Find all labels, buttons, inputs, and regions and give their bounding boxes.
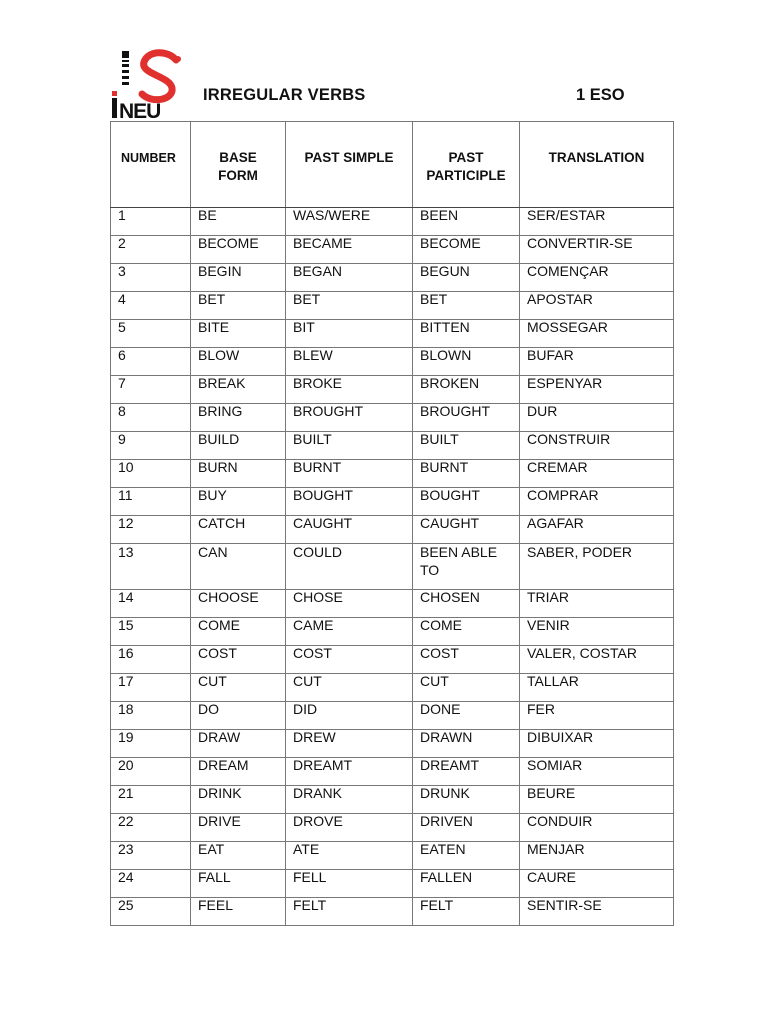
table-row <box>111 702 674 730</box>
course-level: 1 ESO <box>576 86 625 104</box>
cell-text: 22 <box>118 813 134 829</box>
cell-text: BURNT <box>293 459 342 475</box>
cell-past-participle <box>413 544 520 590</box>
cell-text: BEEN ABLE TO <box>420 544 498 578</box>
cell-text: DRAWN <box>420 729 473 745</box>
cell-translation <box>520 236 674 264</box>
cell-text: COMPRAR <box>527 487 599 503</box>
table-row <box>111 544 674 590</box>
cell-past-participle <box>413 814 520 842</box>
cell-past-participle <box>413 730 520 758</box>
cell-text: SABER, PODER <box>527 544 633 560</box>
cell-past-participle <box>413 208 520 236</box>
cell-number <box>111 292 191 320</box>
table-row <box>111 590 674 618</box>
cell-text: CHOOSE <box>198 589 259 605</box>
cell-past-simple <box>286 320 413 348</box>
cell-text: DREAMT <box>420 757 480 773</box>
cell-text: SER/ESTAR <box>527 207 606 223</box>
cell-text: FALL <box>198 869 231 885</box>
cell-text: DONE <box>420 701 461 717</box>
column-header-past-simple: PAST SIMPLE <box>286 122 413 208</box>
cell-translation <box>520 898 674 926</box>
cell-number <box>111 544 191 590</box>
cell-text: BUILD <box>198 431 240 447</box>
cell-base-form <box>191 842 286 870</box>
cell-base-form <box>191 236 286 264</box>
cell-past-participle <box>413 898 520 926</box>
cell-text: BURN <box>198 459 238 475</box>
cell-base-form <box>191 292 286 320</box>
cell-number <box>111 264 191 292</box>
cell-past-participle <box>413 786 520 814</box>
cell-text: 24 <box>118 869 134 885</box>
cell-translation <box>520 208 674 236</box>
cell-number <box>111 842 191 870</box>
cell-number <box>111 702 191 730</box>
cell-number <box>111 432 191 460</box>
cell-past-simple <box>286 348 413 376</box>
cell-base-form <box>191 870 286 898</box>
cell-text: 4 <box>118 291 126 307</box>
cell-translation <box>520 674 674 702</box>
cell-text: BURNT <box>420 459 469 475</box>
cell-past-participle <box>413 618 520 646</box>
cell-translation <box>520 292 674 320</box>
cell-text: DRINK <box>198 785 242 801</box>
ies-ineu-logo-icon <box>110 48 190 120</box>
cell-past-simple <box>286 898 413 926</box>
cell-text: 21 <box>118 785 134 801</box>
cell-text: 11 <box>118 487 133 503</box>
cell-text: 23 <box>118 841 134 857</box>
cell-text: BITTEN <box>420 319 470 335</box>
cell-base-form <box>191 488 286 516</box>
cell-text: 12 <box>118 515 134 531</box>
cell-text: ATE <box>293 841 320 857</box>
cell-base-form <box>191 404 286 432</box>
cell-text: DIBUIXAR <box>527 729 594 745</box>
cell-text: SENTIR-SE <box>527 897 602 913</box>
cell-text: 18 <box>118 701 134 717</box>
cell-past-participle <box>413 870 520 898</box>
cell-text: 25 <box>118 897 134 913</box>
cell-text: DUR <box>527 403 558 419</box>
table-row <box>111 236 674 264</box>
table-row <box>111 646 674 674</box>
cell-text: MENJAR <box>527 841 585 857</box>
cell-translation <box>520 320 674 348</box>
cell-past-participle <box>413 376 520 404</box>
cell-text: CREMAR <box>527 459 588 475</box>
cell-text: BECOME <box>198 235 259 251</box>
cell-past-simple <box>286 814 413 842</box>
cell-base-form <box>191 376 286 404</box>
cell-text: BUILT <box>293 431 332 447</box>
table-row <box>111 432 674 460</box>
cell-text: ESPENYAR <box>527 375 603 391</box>
cell-base-form <box>191 460 286 488</box>
cell-past-participle <box>413 516 520 544</box>
cell-number <box>111 208 191 236</box>
table-row <box>111 348 674 376</box>
cell-past-simple <box>286 702 413 730</box>
table-row <box>111 870 674 898</box>
cell-base-form <box>191 590 286 618</box>
cell-text: SOMIAR <box>527 757 583 773</box>
cell-text: BROKE <box>293 375 343 391</box>
cell-past-participle <box>413 236 520 264</box>
cell-translation <box>520 432 674 460</box>
cell-base-form <box>191 674 286 702</box>
table-row <box>111 674 674 702</box>
cell-text: BEGUN <box>420 263 470 279</box>
cell-text: DRANK <box>293 785 343 801</box>
cell-past-simple <box>286 646 413 674</box>
cell-text: DRAW <box>198 729 241 745</box>
cell-past-simple <box>286 730 413 758</box>
cell-text: COMENÇAR <box>527 263 609 279</box>
cell-text: DRIVEN <box>420 813 473 829</box>
table-row <box>111 320 674 348</box>
cell-text: BLEW <box>293 347 333 363</box>
cell-translation <box>520 702 674 730</box>
cell-text: COST <box>293 645 332 661</box>
cell-base-form <box>191 758 286 786</box>
cell-text: FER <box>527 701 555 717</box>
cell-text: BECAME <box>293 235 353 251</box>
cell-text: 9 <box>118 431 126 447</box>
cell-text: 7 <box>118 375 126 391</box>
cell-number <box>111 870 191 898</box>
table-row <box>111 488 674 516</box>
cell-past-simple <box>286 544 413 590</box>
cell-translation <box>520 544 674 590</box>
cell-past-simple <box>286 208 413 236</box>
cell-text: DREAM <box>198 757 249 773</box>
cell-number <box>111 320 191 348</box>
cell-text: BE <box>198 207 217 223</box>
cell-base-form <box>191 646 286 674</box>
svg-text:NEU: NEU <box>119 100 161 120</box>
cell-text: DO <box>198 701 219 717</box>
cell-text: BET <box>198 291 226 307</box>
cell-text: VALER, COSTAR <box>527 645 637 661</box>
school-logo <box>110 48 190 120</box>
cell-number <box>111 590 191 618</box>
cell-past-simple <box>286 460 413 488</box>
cell-translation <box>520 730 674 758</box>
cell-translation <box>520 590 674 618</box>
cell-number <box>111 460 191 488</box>
cell-base-form <box>191 702 286 730</box>
cell-past-simple <box>286 618 413 646</box>
table-row <box>111 292 674 320</box>
cell-text: BET <box>420 291 448 307</box>
cell-past-simple <box>286 376 413 404</box>
cell-text: BROUGHT <box>420 403 490 419</box>
cell-text: CONVERTIR-SE <box>527 235 633 251</box>
cell-text: BRING <box>198 403 243 419</box>
table-row <box>111 730 674 758</box>
cell-text: 1 <box>118 207 126 223</box>
table-row <box>111 618 674 646</box>
cell-base-form <box>191 348 286 376</box>
table-row <box>111 516 674 544</box>
cell-base-form <box>191 898 286 926</box>
cell-text: BLOW <box>198 347 240 363</box>
cell-base-form <box>191 432 286 460</box>
cell-text: 13 <box>118 544 134 560</box>
cell-number <box>111 674 191 702</box>
cell-text: BIT <box>293 319 315 335</box>
cell-text: EATEN <box>420 841 466 857</box>
cell-past-simple <box>286 758 413 786</box>
cell-translation <box>520 646 674 674</box>
cell-translation <box>520 348 674 376</box>
column-header-base-form: BASE FORM <box>191 122 286 208</box>
cell-text: 8 <box>118 403 126 419</box>
cell-past-simple <box>286 842 413 870</box>
cell-past-participle <box>413 646 520 674</box>
cell-text: 10 <box>118 459 134 475</box>
cell-past-participle <box>413 264 520 292</box>
cell-text: DREW <box>293 729 336 745</box>
cell-text: BEURE <box>527 785 576 801</box>
cell-text: 16 <box>118 645 134 661</box>
cell-text: MOSSEGAR <box>527 319 608 335</box>
cell-base-form <box>191 208 286 236</box>
cell-text: CHOSE <box>293 589 343 605</box>
cell-text: 6 <box>118 347 126 363</box>
cell-text: DROVE <box>293 813 343 829</box>
cell-text: BET <box>293 291 321 307</box>
cell-text: 19 <box>118 729 134 745</box>
cell-translation <box>520 786 674 814</box>
cell-text: TRIAR <box>527 589 569 605</box>
cell-text: FELT <box>293 897 327 913</box>
cell-past-simple <box>286 674 413 702</box>
cell-base-form <box>191 730 286 758</box>
cell-text: 14 <box>118 589 134 605</box>
cell-number <box>111 618 191 646</box>
cell-translation <box>520 404 674 432</box>
cell-translation <box>520 842 674 870</box>
cell-text: 20 <box>118 757 134 773</box>
cell-text: VENIR <box>527 617 570 633</box>
cell-text: CUT <box>198 673 227 689</box>
cell-base-form <box>191 814 286 842</box>
cell-past-participle <box>413 842 520 870</box>
cell-text: COME <box>420 617 462 633</box>
cell-text: BECOME <box>420 235 481 251</box>
cell-text: TALLAR <box>527 673 579 689</box>
cell-text: EAT <box>198 841 225 857</box>
cell-translation <box>520 376 674 404</box>
cell-text: BOUGHT <box>293 487 353 503</box>
cell-past-simple <box>286 292 413 320</box>
cell-number <box>111 376 191 404</box>
document-title: IRREGULAR VERBS <box>203 86 366 104</box>
cell-text: CATCH <box>198 515 246 531</box>
cell-text: CAUGHT <box>293 515 353 531</box>
cell-past-simple <box>286 786 413 814</box>
table-row <box>111 376 674 404</box>
cell-text: COST <box>198 645 237 661</box>
cell-text: BEGIN <box>198 263 242 279</box>
cell-number <box>111 236 191 264</box>
cell-text: BROKEN <box>420 375 480 391</box>
cell-text: DRUNK <box>420 785 470 801</box>
cell-past-participle <box>413 432 520 460</box>
table-row <box>111 460 674 488</box>
cell-text: APOSTAR <box>527 291 593 307</box>
cell-past-simple <box>286 590 413 618</box>
cell-text: CONDUIR <box>527 813 593 829</box>
cell-translation <box>520 488 674 516</box>
cell-past-participle <box>413 674 520 702</box>
cell-base-form <box>191 264 286 292</box>
cell-text: WAS/WERE <box>293 207 371 223</box>
cell-past-simple <box>286 404 413 432</box>
cell-number <box>111 404 191 432</box>
cell-text: COST <box>420 645 459 661</box>
cell-base-form <box>191 618 286 646</box>
cell-text: CUT <box>293 673 322 689</box>
cell-past-participle <box>413 292 520 320</box>
cell-text: CAN <box>198 544 228 560</box>
cell-past-simple <box>286 516 413 544</box>
cell-translation <box>520 264 674 292</box>
cell-text: 15 <box>118 617 134 633</box>
cell-number <box>111 758 191 786</box>
column-header-past-participle: PAST PARTICIPLE <box>413 122 520 208</box>
cell-translation <box>520 758 674 786</box>
cell-past-simple <box>286 236 413 264</box>
irregular-verbs-table <box>110 121 674 926</box>
table-row <box>111 208 674 236</box>
cell-number <box>111 646 191 674</box>
cell-text: BUY <box>198 487 227 503</box>
cell-number <box>111 730 191 758</box>
cell-text: BLOWN <box>420 347 472 363</box>
cell-text: CAURE <box>527 869 577 885</box>
cell-past-participle <box>413 348 520 376</box>
cell-past-participle <box>413 460 520 488</box>
cell-past-simple <box>286 870 413 898</box>
table-row <box>111 786 674 814</box>
cell-translation <box>520 516 674 544</box>
cell-text: 5 <box>118 319 126 335</box>
cell-number <box>111 814 191 842</box>
cell-translation <box>520 814 674 842</box>
cell-text: BEEN <box>420 207 459 223</box>
cell-text: BOUGHT <box>420 487 480 503</box>
cell-past-simple <box>286 488 413 516</box>
cell-text: 17 <box>118 673 134 689</box>
cell-text: DRIVE <box>198 813 241 829</box>
cell-past-participle <box>413 404 520 432</box>
cell-text: FALLEN <box>420 869 473 885</box>
cell-number <box>111 488 191 516</box>
cell-text: 3 <box>118 263 126 279</box>
cell-past-participle <box>413 590 520 618</box>
cell-text: COME <box>198 617 240 633</box>
cell-text: COULD <box>293 544 343 560</box>
table-row <box>111 842 674 870</box>
cell-number <box>111 516 191 544</box>
cell-past-simple <box>286 432 413 460</box>
cell-text: CAUGHT <box>420 515 480 531</box>
cell-text: AGAFAR <box>527 515 584 531</box>
cell-past-participle <box>413 702 520 730</box>
cell-text: BITE <box>198 319 230 335</box>
cell-text: CONSTRUIR <box>527 431 611 447</box>
column-header-number: NUMBER <box>111 122 191 208</box>
cell-past-participle <box>413 488 520 516</box>
cell-translation <box>520 460 674 488</box>
cell-text: BUFAR <box>527 347 574 363</box>
table-row <box>111 404 674 432</box>
cell-past-participle <box>413 320 520 348</box>
cell-text: BUILT <box>420 431 459 447</box>
table-header-row <box>111 122 674 208</box>
cell-text: BROUGHT <box>293 403 363 419</box>
cell-translation <box>520 870 674 898</box>
cell-text: FELL <box>293 869 327 885</box>
cell-number <box>111 786 191 814</box>
cell-base-form <box>191 544 286 590</box>
cell-past-simple <box>286 264 413 292</box>
cell-number <box>111 348 191 376</box>
cell-text: BEGAN <box>293 263 343 279</box>
cell-text: FELT <box>420 897 454 913</box>
cell-text: 2 <box>118 235 126 251</box>
cell-text: CHOSEN <box>420 589 480 605</box>
table-row <box>111 264 674 292</box>
column-header-translation: TRANSLATION <box>520 122 674 208</box>
cell-past-participle <box>413 758 520 786</box>
cell-text: DREAMT <box>293 757 353 773</box>
cell-text: FEEL <box>198 897 234 913</box>
cell-base-form <box>191 786 286 814</box>
cell-text: CUT <box>420 673 449 689</box>
table-row <box>111 898 674 926</box>
cell-text: BREAK <box>198 375 246 391</box>
cell-number <box>111 898 191 926</box>
table-row <box>111 758 674 786</box>
cell-text: CAME <box>293 617 334 633</box>
table-row <box>111 814 674 842</box>
cell-base-form <box>191 516 286 544</box>
cell-base-form <box>191 320 286 348</box>
cell-translation <box>520 618 674 646</box>
cell-text: DID <box>293 701 318 717</box>
